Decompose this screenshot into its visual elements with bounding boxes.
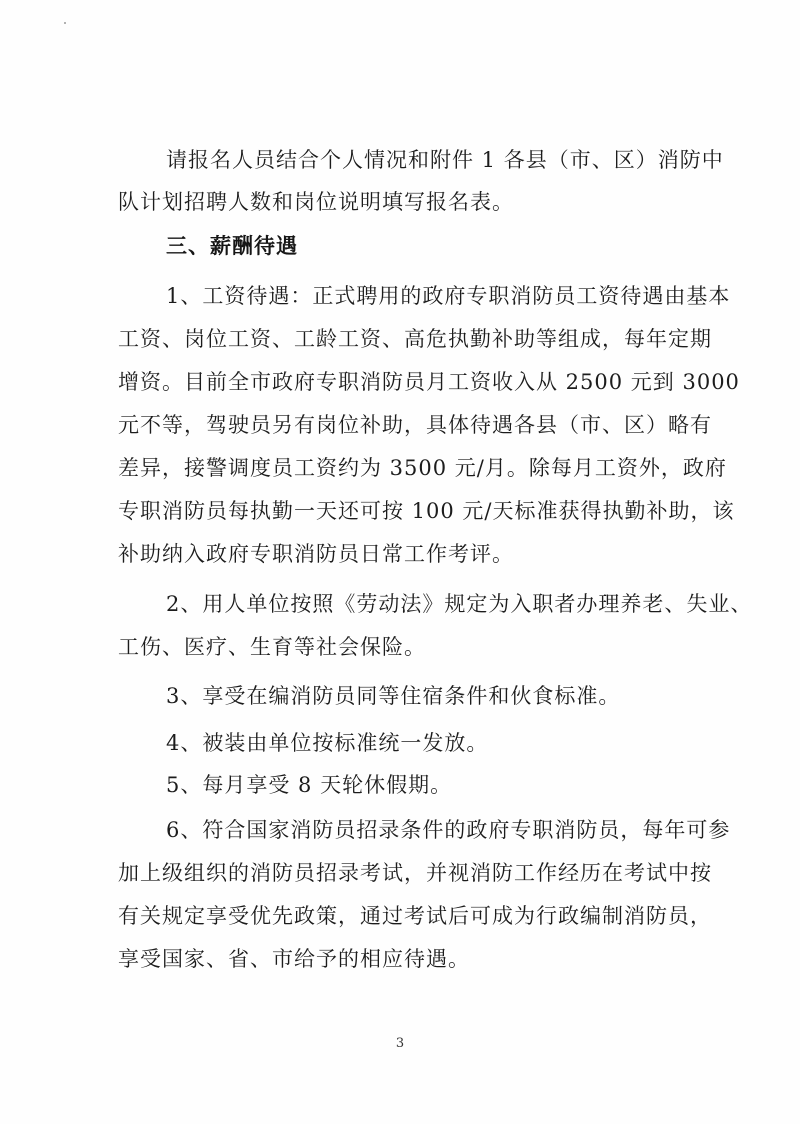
paragraph-line-14: 4、被装由单位按标准统一发放。	[166, 731, 489, 755]
paragraph-line-4: 1、工资待遇：正式聘用的政府专职消防员工资待遇由基本	[166, 284, 731, 308]
scan-speck	[64, 22, 66, 24]
paragraph-line-16: 6、符合国家消防员招录条件的政府专职消防员，每年可参	[166, 818, 731, 842]
paragraph-line-18: 有关规定享受优先政策，通过考试后可成为行政编制消防员，	[118, 904, 712, 928]
paragraph-line-5: 工资、岗位工资、工龄工资、高危执勤补助等组成，每年定期	[118, 327, 712, 351]
paragraph-line-8: 差异，接警调度员工资约为 3500 元/月。除每月工资外，政府	[118, 456, 727, 480]
paragraph-line-1: 请报名人员结合个人情况和附件 1 各县（市、区）消防中	[166, 148, 724, 172]
page-number: 3	[395, 1036, 405, 1051]
paragraph-line-2: 队计划招聘人数和岗位说明填写报名表。	[118, 190, 514, 214]
paragraph-line-10: 补助纳入政府专职消防员日常工作考评。	[118, 542, 514, 566]
paragraph-line-7: 元不等，驾驶员另有岗位补助，具体待遇各县（市、区）略有	[118, 413, 712, 437]
paragraph-line-9: 专职消防员每执勤一天还可按 100 元/天标准获得执勤补助，该	[118, 499, 735, 523]
paragraph-line-17: 加上级组织的消防员招录考试，并视消防工作经历在考试中按	[118, 861, 712, 885]
paragraph-line-6: 增资。目前全市政府专职消防员月工资收入从 2500 元到 3000	[118, 370, 740, 394]
paragraph-line-15: 5、每月享受 8 天轮休假期。	[166, 773, 453, 797]
paragraph-line-19: 享受国家、省、市给予的相应待遇。	[118, 947, 470, 971]
paragraph-line-11: 2、用人单位按照《劳动法》规定为入职者办理养老、失业、	[166, 592, 753, 616]
section-heading: 三、薪酬待遇	[166, 234, 298, 258]
paragraph-line-13: 3、享受在编消防员同等住宿条件和伙食标准。	[166, 684, 621, 708]
paragraph-line-12: 工伤、医疗、生育等社会保险。	[118, 635, 426, 659]
